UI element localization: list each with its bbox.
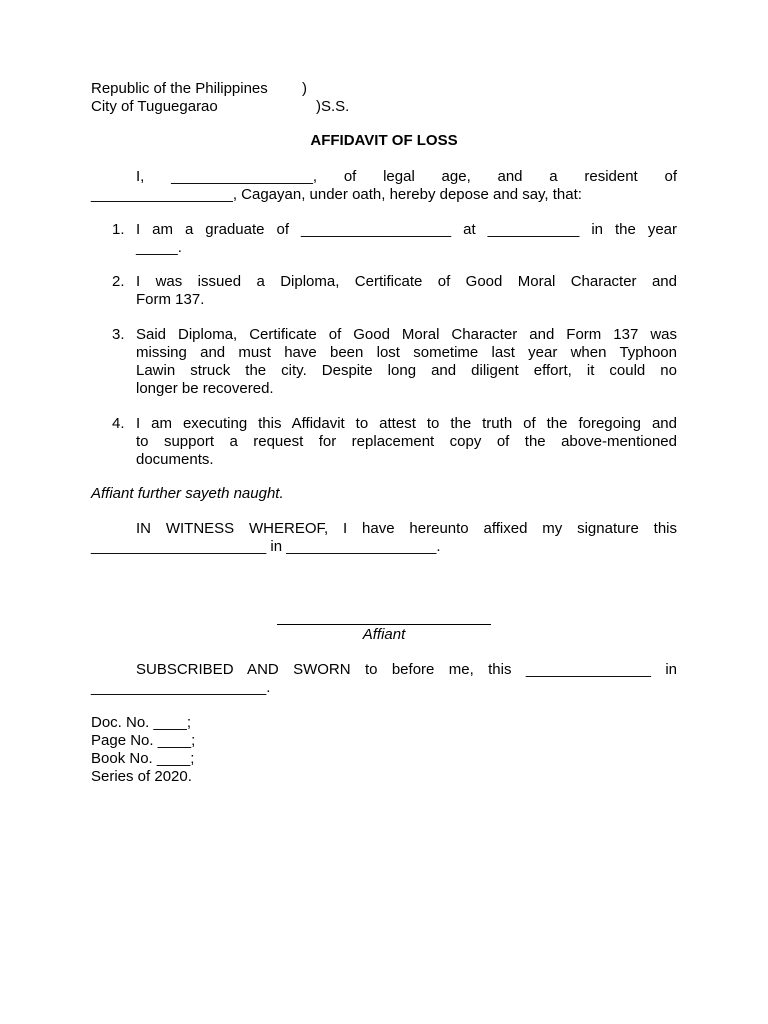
item-line: I was issued a Diploma, Certificate of Good Moral Character and [136,273,677,290]
affiant-label: Affiant [362,626,406,643]
item-number: 2. [112,273,125,290]
intro-line-1: I, _________________, of legal age, and a resident of [136,168,677,185]
item-line: _____. [136,239,182,256]
intro-line-2: _________________, Cagayan, under oath, hereby depose and say, that: [91,186,582,203]
header-republic: Republic of the Philippines [91,80,268,97]
item-number: 1. [112,221,125,238]
series-year: Series of 2020. [91,768,192,785]
witness-line-1: IN WITNESS WHEREOF, I have hereunto affixed my signature this [136,520,677,537]
item-line: Said Diploma, Certificate of Good Moral Character and Form 137 was [136,326,677,343]
jurat-line-1: SUBSCRIBED AND SWORN to before me, this _______________ in [136,661,677,678]
item-number: 4. [112,415,125,432]
header-city: City of Tuguegarao [91,98,218,115]
book-no: Book No. ____; [91,750,195,767]
item-line: Form 137. [136,291,205,308]
item-line: Lawin struck the city. Despite long and diligent effort, it could no [136,362,677,379]
item-line: to support a request for replacement copy of the above-mentioned [136,433,677,450]
doc-no: Doc. No. ____; [91,714,192,731]
further-statement: Affiant further sayeth naught. [91,485,284,502]
signature-line [277,624,491,625]
item-line: longer be recovered. [136,380,274,397]
item-line: documents. [136,451,214,468]
document-title: AFFIDAVIT OF LOSS [310,132,458,149]
witness-line-2: _____________________ in __________________. [91,538,441,555]
jurat-line-2: _____________________. [91,679,271,696]
item-number: 3. [112,326,125,343]
item-line: missing and must have been lost sometime last year when Typhoon [136,344,677,361]
page-no: Page No. ____; [91,732,196,749]
item-line: I am executing this Affidavit to attest to the truth of the foregoing and [136,415,677,432]
header-ss: )S.S. [316,98,350,115]
header-paren: ) [302,80,307,97]
item-line: I am a graduate of __________________ at ___________ in the year [136,221,677,238]
